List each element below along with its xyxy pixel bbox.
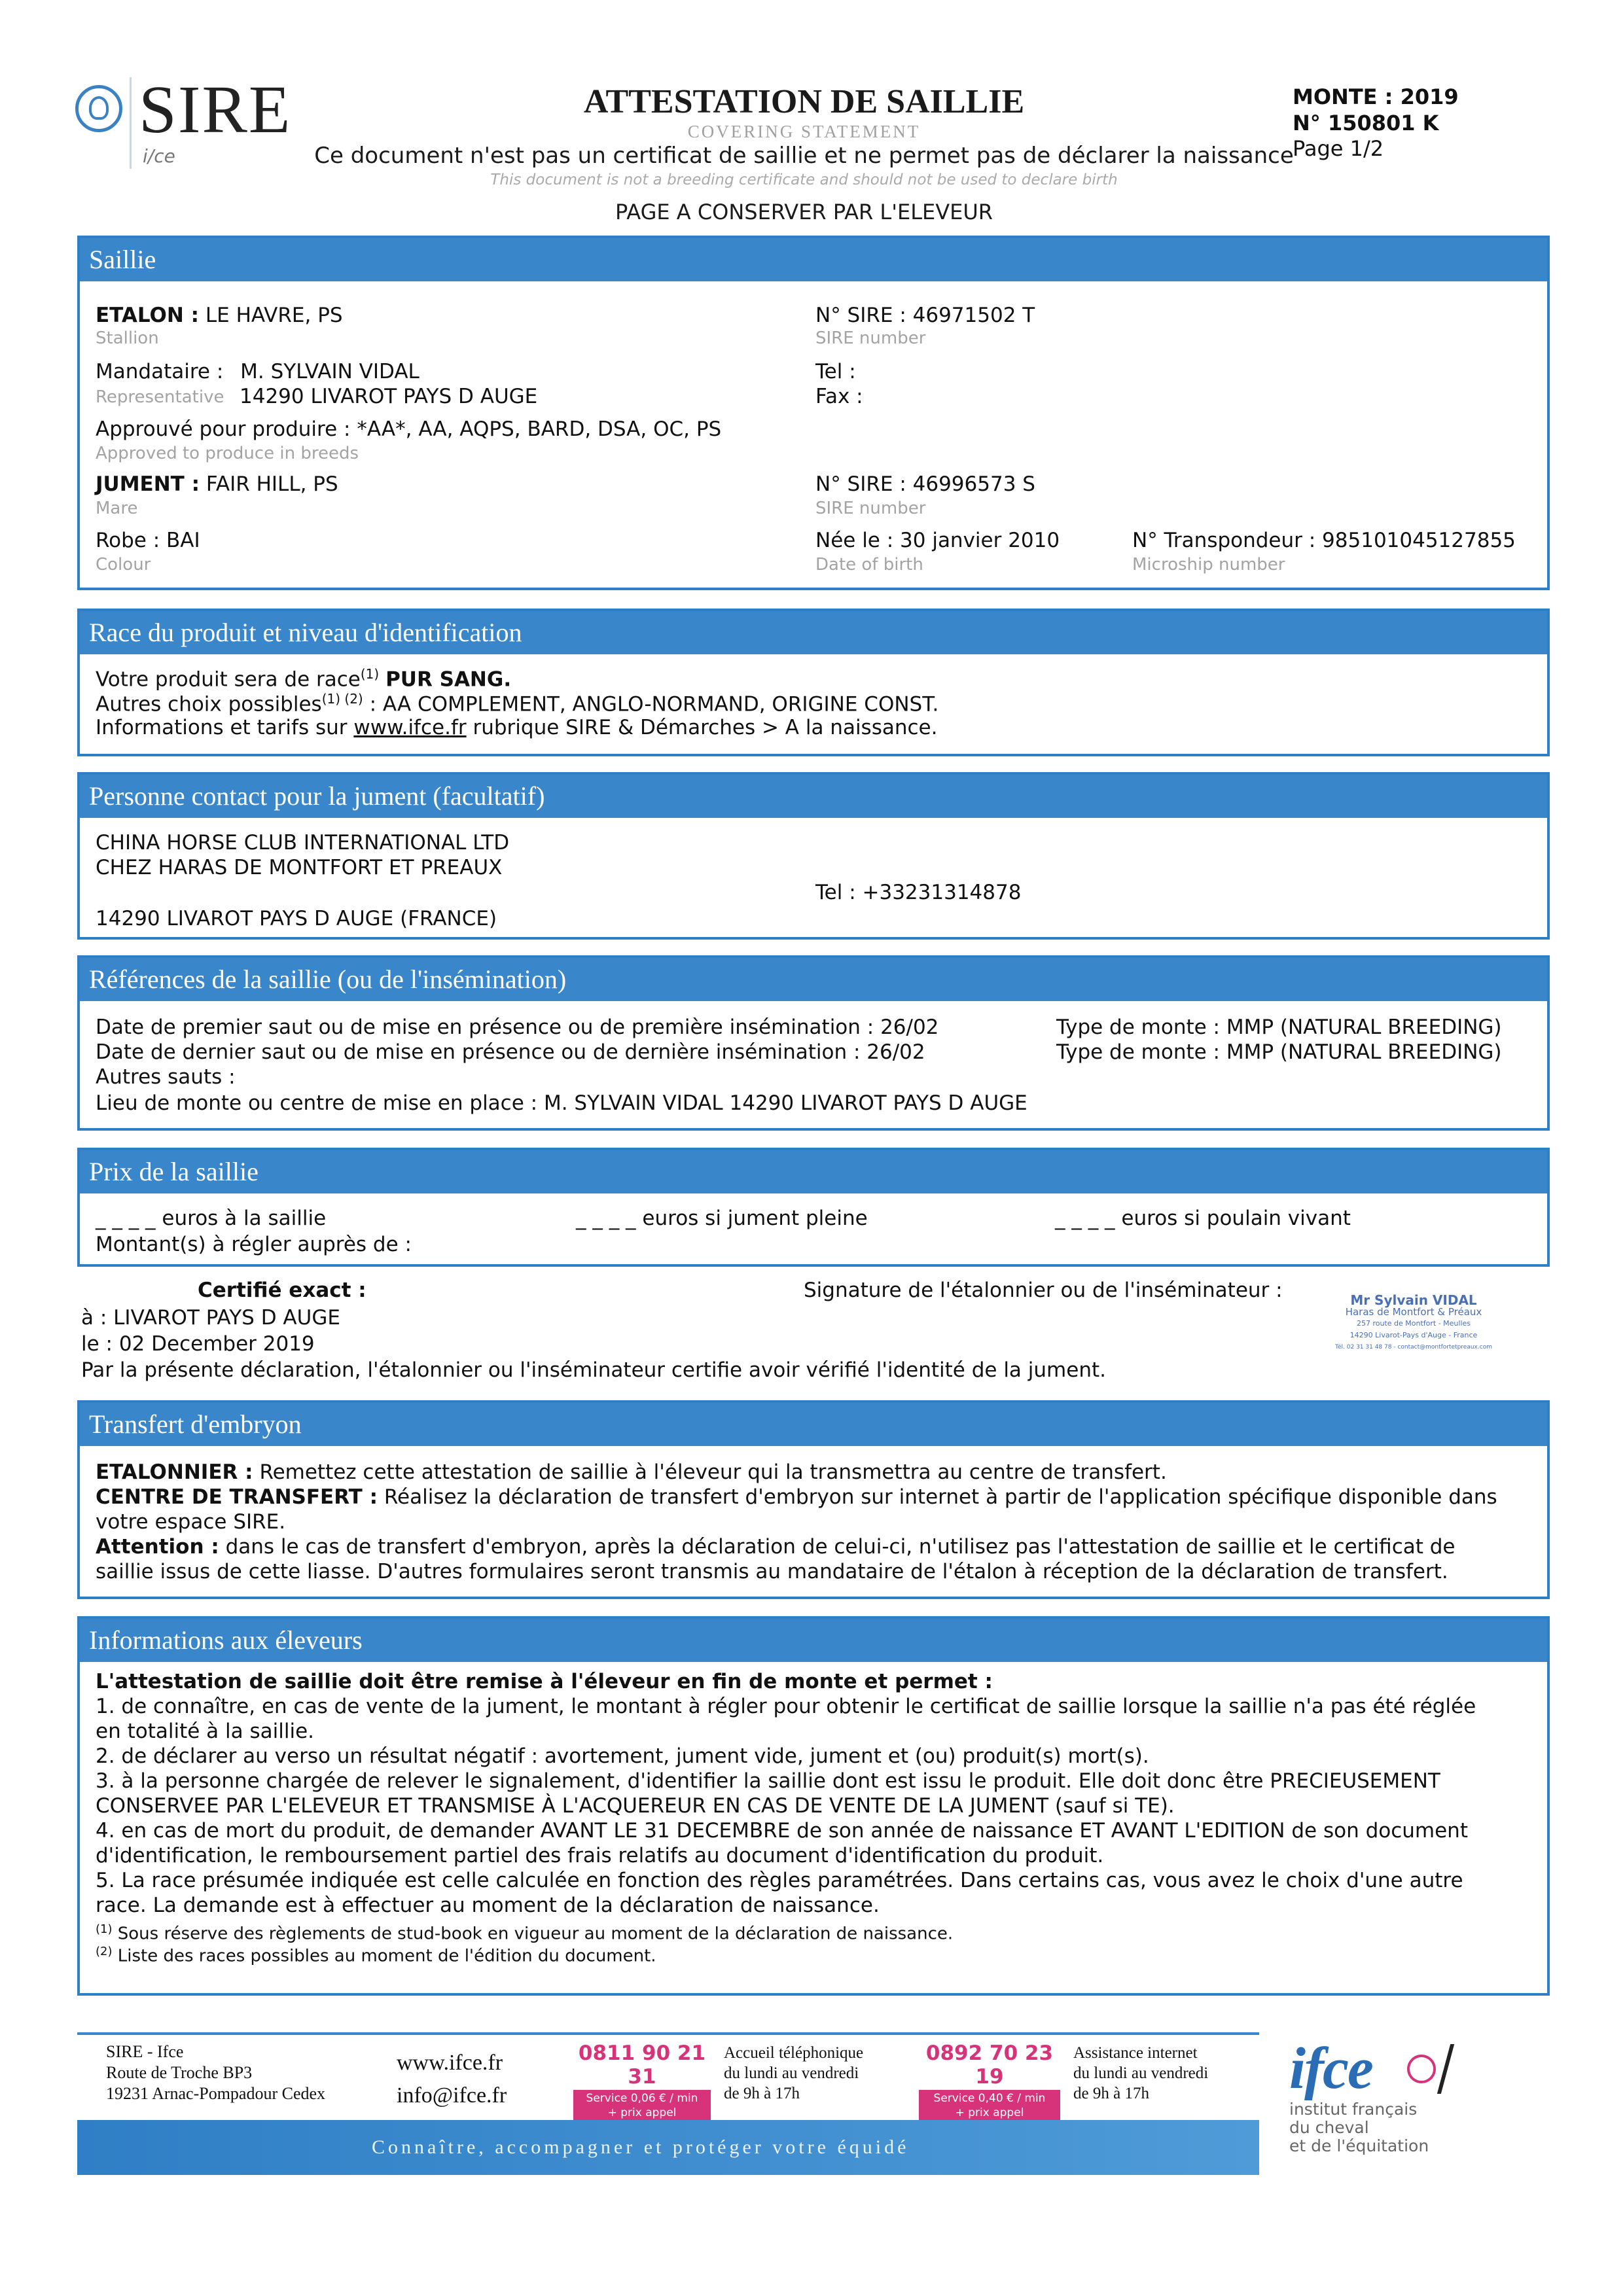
mandataire-label: Mandataire :: [96, 360, 224, 383]
signature-stamp: [1315, 1294, 1512, 1353]
info-line: 4. en cas de mort du produit, de demander AVANT LE 31 DECEMBRE de son année de naissance ET AVANT L'EDITION de son document: [96, 1819, 1468, 1843]
centre-instruction: [96, 1485, 1497, 1509]
phone-number[interactable]: 0811 90 21 31: [578, 2041, 706, 2089]
document-subtitle: COVERING STATEMENT: [687, 122, 921, 141]
centre-text: Réalisez la déclaration de transfert d'embryon sur internet à partir de l'application spécifique disponible dans: [384, 1485, 1497, 1509]
contact-name: CHINA HORSE CLUB INTERNATIONAL LTD: [96, 831, 510, 855]
race-line-2: [96, 691, 938, 716]
jument-label: JUMENT :: [96, 472, 200, 496]
jument-hint: Mare: [96, 499, 138, 518]
approuve-line: Approuvé pour produire : *AA*, AA, AQPS, BARD, DSA, OC, PS: [96, 417, 722, 441]
section-informations: [77, 1616, 1550, 1996]
robe-hint: Colour: [96, 555, 151, 574]
section-heading: Race du produit et niveau d'identification: [80, 611, 1547, 654]
stamp-line: 14290 Livarot-Pays d'Auge - France: [1349, 1331, 1478, 1339]
info-line: 3. à la personne chargée de relever le signalement, d'identifier la saillie dont est issu le produit. Elle doit donc être PRECIEUSEMENT: [96, 1769, 1440, 1793]
footer-address: [106, 2041, 325, 2104]
mandataire-line: [96, 360, 420, 383]
document-title: ATTESTATION DE SAILLIE: [583, 83, 1025, 120]
footnote-ref: (2): [96, 1945, 113, 1958]
footnote-ref: (1): [96, 1922, 113, 1936]
race-prefix: Votre produit sera de race: [96, 667, 361, 692]
phone-desc: de 9h à 17h: [724, 2085, 800, 2102]
footnote-ref: (1) (2): [321, 691, 363, 707]
section-references: [77, 955, 1550, 1131]
phone-price-badge: [919, 2090, 1060, 2121]
etalonnier-label: ETALONNIER :: [96, 1460, 253, 1484]
footer-contact: [397, 2047, 507, 2112]
etalon-sire-hint: SIRE number: [815, 328, 926, 348]
footer-web-link[interactable]: www.ifce.fr: [397, 2051, 503, 2075]
centre-text-2: votre espace SIRE.: [96, 1510, 286, 1534]
section-heading: Personne contact pour la jument (facultatif): [80, 775, 1547, 818]
attention-text-2: saillie issus de cette liasse. D'autres formulaires seront transmis au mandataire de l'étalon à réception de la déclaration de transfert.: [96, 1560, 1448, 1583]
footer-phone-2: [919, 2041, 1060, 2121]
race-line-3: [96, 716, 937, 739]
keep-notice: PAGE A CONSERVER PAR L'ELEVEUR: [615, 200, 993, 224]
other-covers: Autres sauts :: [96, 1065, 236, 1089]
phone-price: Service 0,40 € / min: [933, 2092, 1046, 2105]
footnote-1: [96, 1922, 953, 1944]
footer-mail-link[interactable]: info@ifce.fr: [397, 2083, 507, 2108]
monte-year: MONTE : 2019: [1293, 84, 1459, 109]
footer-org: SIRE - Ifce: [106, 2042, 184, 2061]
etalon-line: [96, 304, 343, 327]
certification-statement: Par la présente déclaration, l'étalonnier ou l'inséminateur certifie avoir vérifié l'identité de la jument.: [81, 1358, 1106, 1382]
jument-sire: N° SIRE : 46996573 S: [815, 472, 1035, 496]
etalon-label: ETALON :: [96, 304, 200, 327]
other-choices-value: : AA COMPLEMENT, ANGLO-NORMAND, ORIGINE CONST.: [369, 692, 939, 716]
robe-line: Robe : BAI: [96, 529, 200, 552]
info-line: 2. de déclarer au verso un résultat négatif : avortement, jument vide, jument et (ou) produit(s) mort(s).: [96, 1744, 1149, 1768]
phone-price-extra: + prix appel: [955, 2106, 1024, 2119]
footer-phone-1: [573, 2041, 711, 2121]
attention-label: Attention :: [96, 1535, 219, 1559]
info-intro: L'attestation de saillie doit être remise à l'éleveur en fin de monte et permet :: [96, 1670, 993, 1693]
section-saillie: [77, 236, 1550, 590]
info-line: CONSERVEE PAR L'ELEVEUR ET TRANSMISE À L'ACQUEREUR EN CAS DE VENTE DE LA JUMENT (sauf si TE).: [96, 1794, 1175, 1818]
race-value: PUR SANG.: [385, 667, 512, 692]
footer-address-line: Route de Troche BP3: [106, 2063, 253, 2082]
stamp-name: Mr Sylvain VIDAL: [1350, 1292, 1477, 1308]
birth-date: Née le : 30 janvier 2010: [815, 529, 1060, 552]
mandataire-name: M. SYLVAIN VIDAL: [240, 360, 420, 383]
price-if-pregnant: _ _ _ _ euros si jument pleine: [576, 1207, 868, 1230]
footer-divider: [77, 2032, 1259, 2035]
ifce-h-icon: [1407, 2055, 1436, 2083]
footer-address-line: 19231 Arnac-Pompadour Cedex: [106, 2084, 326, 2103]
jument-line: [96, 472, 338, 496]
phone-desc: du lundi au vendredi: [724, 2064, 859, 2082]
footer-phone-2-desc: [1073, 2043, 1208, 2104]
monte-block: [1293, 84, 1459, 136]
info-line: 1. de connaître, en cas de vente de la jument, le montant à régler pour obtenir le certificat de saillie lorsque la saillie n'a pas été réglée: [96, 1695, 1476, 1718]
stamp-line: 257 route de Montfort - Meulles: [1356, 1319, 1471, 1328]
etalon-value: LE HAVRE, PS: [205, 304, 343, 327]
info-line: 5. La race présumée indiquée est celle calculée en fonction des règles paramétrées. Dans certains cas, vous avez le choix d'une autre: [96, 1869, 1463, 1892]
footnote-2: [96, 1945, 656, 1966]
ifce-link[interactable]: www.ifce.fr: [353, 716, 467, 739]
certified-date: le : 02 December 2019: [81, 1332, 315, 1356]
sire-logo-text: SIRE: [139, 72, 292, 147]
signature-label: Signature de l'étalonnier ou de l'inséminateur :: [804, 1279, 1283, 1302]
section-prix: [77, 1148, 1550, 1267]
etalonnier-text: Remettez cette attestation de saillie à l'éleveur qui la transmettra au centre de transfert.: [259, 1460, 1167, 1484]
jument-value: FAIR HILL, PS: [205, 472, 338, 496]
mandataire-hint: Representative: [96, 387, 224, 407]
cover-place: Lieu de monte ou centre de mise en place : M. SYLVAIN VIDAL 14290 LIVAROT PAYS D AUGE: [96, 1091, 1027, 1115]
stamp-line: Tél. 02 31 31 48 78 - contact@montfortetpreaux.com: [1335, 1344, 1492, 1351]
transponder-hint: Microship number: [1132, 555, 1285, 574]
birth-date-hint: Date of birth: [815, 555, 923, 574]
tel-field: Tel :: [815, 360, 856, 383]
attention-text: dans le cas de transfert d'embryon, après la déclaration de celui-ci, n'utilisez pas l'attestation de saillie et le certificat de: [225, 1535, 1456, 1559]
section-race: [77, 609, 1550, 756]
ifce-horse-icon: [1437, 2044, 1454, 2094]
ifce-logo: [1289, 2035, 1486, 2155]
phone-desc: Accueil téléphonique: [724, 2044, 864, 2062]
transponder: N° Transpondeur : 985101045127855: [1132, 529, 1516, 552]
footnote-ref: (1): [360, 666, 380, 682]
info-prefix: Informations et tarifs sur: [96, 716, 348, 739]
footer-tagline: Connaître, accompagner et protéger votre équidé: [77, 2120, 1259, 2175]
ifce-logo-small: i/ce: [143, 145, 175, 167]
section-heading: Informations aux éleveurs: [80, 1619, 1547, 1662]
certified-label: Certifié exact :: [198, 1279, 366, 1302]
payable-to: Montant(s) à régler auprès de :: [96, 1233, 412, 1256]
contact-address: 14290 LIVAROT PAYS D AUGE (FRANCE): [96, 907, 497, 930]
other-choices-label: Autres choix possibles: [96, 692, 322, 716]
stamp-line: Haras de Montfort & Préaux: [1345, 1306, 1482, 1318]
section-transfert: [77, 1400, 1550, 1599]
phone-price-badge: [573, 2090, 711, 2121]
certified-place: à : LIVAROT PAYS D AUGE: [81, 1306, 340, 1330]
mandataire-address: 14290 LIVAROT PAYS D AUGE: [240, 385, 538, 408]
phone-number[interactable]: 0892 70 23 19: [925, 2041, 1054, 2089]
race-line-1: [96, 666, 511, 691]
document-warning: Ce document n'est pas un certificat de saillie et ne permet pas de déclarer la naissance: [314, 143, 1294, 169]
last-cover-type: Type de monte : MMP (NATURAL BREEDING): [1056, 1040, 1502, 1064]
approuve-hint: Approved to produce in breeds: [96, 444, 359, 463]
footnote-text: Liste des races possibles au moment de l'édition du document.: [117, 1946, 656, 1966]
etalonnier-instruction: [96, 1460, 1167, 1484]
section-heading: Transfert d'embryon: [80, 1403, 1547, 1446]
first-cover-type: Type de monte : MMP (NATURAL BREEDING): [1056, 1016, 1502, 1039]
section-heading: Saillie: [80, 238, 1547, 281]
ifce-line: institut français: [1289, 2100, 1418, 2119]
document-warning-en: This document is not a breeding certificate and should not be used to declare birth: [490, 171, 1118, 188]
info-line: en totalité à la saillie.: [96, 1720, 314, 1743]
centre-label: CENTRE DE TRANSFERT :: [96, 1485, 378, 1509]
info-line: race. La demande est à effectuer au moment de la déclaration de naissance.: [96, 1894, 880, 1917]
phone-desc: Assistance internet: [1073, 2044, 1198, 2062]
info-line: d'identification, le remboursement partiel des frais relatifs au document d'identification du produit.: [96, 1844, 1104, 1867]
fax-field: Fax :: [815, 385, 863, 408]
contact-care-of: CHEZ HARAS DE MONTFORT ET PREAUX: [96, 856, 503, 879]
document-number: N° 150801 K: [1293, 111, 1439, 135]
etalon-hint: Stallion: [96, 328, 159, 348]
ifce-line: du cheval: [1289, 2118, 1369, 2137]
section-heading: Prix de la saillie: [80, 1150, 1547, 1193]
price-per-cover: _ _ _ _ euros à la saillie: [96, 1207, 327, 1230]
page-number: Page 1/2: [1293, 136, 1384, 161]
price-if-live-foal: _ _ _ _ euros si poulain vivant: [1055, 1207, 1351, 1230]
phone-desc: du lundi au vendredi: [1073, 2064, 1209, 2082]
last-cover-date: Date de dernier saut ou de mise en présence ou de dernière insémination : 26/02: [96, 1040, 925, 1064]
etalon-sire: N° SIRE : 46971502 T: [815, 304, 1035, 327]
attention-instruction: [96, 1535, 1456, 1559]
phone-price: Service 0,06 € / min: [586, 2092, 698, 2105]
footnote-text: Sous réserve des règlements de stud-book en vigueur au moment de la déclaration de naissance.: [117, 1924, 954, 1944]
contact-tel: Tel : +33231314878: [815, 881, 1022, 904]
ifce-line: et de l'équitation: [1289, 2136, 1429, 2155]
phone-price-extra: + prix appel: [607, 2106, 677, 2119]
jument-sire-hint: SIRE number: [815, 499, 926, 518]
ifce-logo-text: ifce: [1289, 2036, 1372, 2101]
info-suffix: rubrique SIRE & Démarches > A la naissance.: [473, 716, 938, 739]
phone-desc: de 9h à 17h: [1073, 2085, 1149, 2102]
first-cover-date: Date de premier saut ou de mise en présence ou de première insémination : 26/02: [96, 1016, 939, 1039]
section-contact: [77, 772, 1550, 940]
footer-phone-1-desc: [724, 2043, 863, 2104]
section-heading: Références de la saillie (ou de l'insémination): [80, 958, 1547, 1001]
